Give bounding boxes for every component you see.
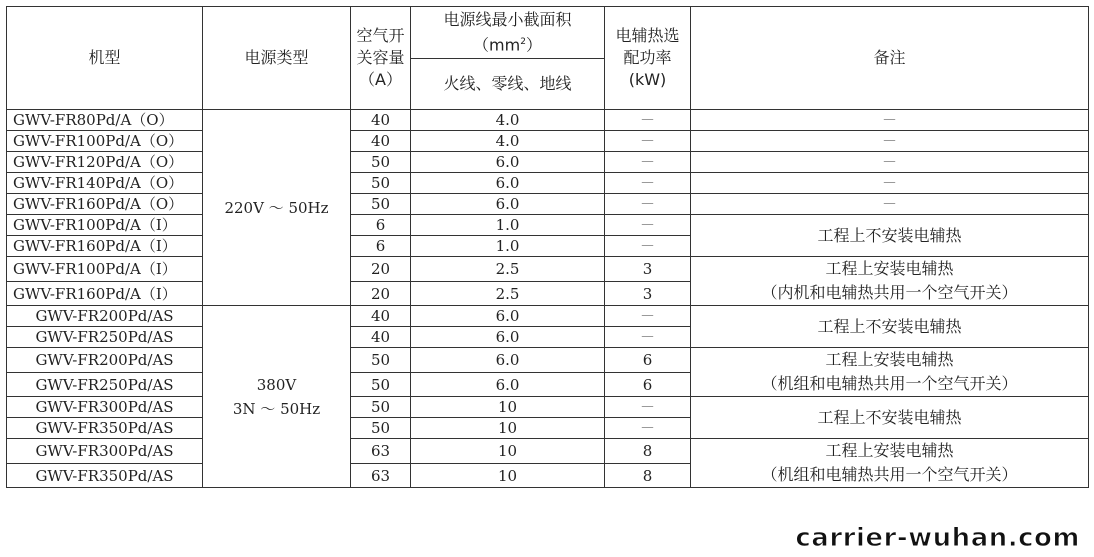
heater-cell: 3 xyxy=(605,257,691,282)
model-cell: GWV-FR100Pd/A（I） xyxy=(7,257,203,282)
power-three-line2: 3N ～ 50Hz xyxy=(232,399,321,418)
breaker-cell: 50 xyxy=(351,173,411,194)
note-cell: 工程上不安装电辅热 xyxy=(691,306,1089,348)
heater-cell: － xyxy=(605,152,691,173)
model-cell: GWV-FR300Pd/AS xyxy=(7,439,203,464)
note-cell xyxy=(691,439,1089,488)
breaker-cell: 40 xyxy=(351,131,411,152)
header-model: 机型 xyxy=(7,7,203,110)
breaker-cell: 50 xyxy=(351,194,411,215)
breaker-cell: 40 xyxy=(351,327,411,348)
note-line: 工程上安装电辅热 xyxy=(825,259,954,279)
wire-cell: 1.0 xyxy=(411,215,605,236)
wire-cell: 10 xyxy=(411,439,605,464)
breaker-cell: 50 xyxy=(351,397,411,418)
heater-cell: － xyxy=(605,215,691,236)
model-cell: GWV-FR300Pd/AS xyxy=(7,397,203,418)
note-cell xyxy=(691,257,1089,306)
power-single: 220V ～ 50Hz xyxy=(203,110,351,306)
note-line: （机组和电辅热共用一个空气开关） xyxy=(761,465,1018,485)
heater-cell: － xyxy=(605,306,691,327)
table-row xyxy=(7,110,1089,131)
wire-cell: 10 xyxy=(411,418,605,439)
breaker-cell: 50 xyxy=(351,152,411,173)
model-cell: GWV-FR350Pd/AS xyxy=(7,418,203,439)
header-breaker: 空气开关容量（A） xyxy=(351,7,411,110)
note-cell: － xyxy=(691,173,1089,194)
wire-cell: 6.0 xyxy=(411,152,605,173)
note-cell: － xyxy=(691,152,1089,173)
table-row xyxy=(7,152,1089,173)
breaker-cell: 63 xyxy=(351,439,411,464)
heater-cell: － xyxy=(605,110,691,131)
header-wire-text: 电源线最小截面积（mm xyxy=(443,10,572,55)
note-cell: － xyxy=(691,194,1089,215)
heater-cell: － xyxy=(605,173,691,194)
header-power-type: 电源类型 xyxy=(203,7,351,110)
header-note: 备注 xyxy=(691,7,1089,110)
note-line: 工程上安装电辅热 xyxy=(825,350,954,370)
header-wire-end: ） xyxy=(525,35,542,55)
table-row xyxy=(7,348,1089,373)
heater-cell: 6 xyxy=(605,372,691,397)
wire-cell: 4.0 xyxy=(411,131,605,152)
wire-cell: 6.0 xyxy=(411,348,605,373)
model-cell: GWV-FR160Pd/A（I） xyxy=(7,281,203,306)
heater-cell: － xyxy=(605,194,691,215)
breaker-cell: 40 xyxy=(351,110,411,131)
power-three-phase xyxy=(203,306,351,488)
wire-cell: 6.0 xyxy=(411,194,605,215)
heater-cell: － xyxy=(605,418,691,439)
table-row xyxy=(7,173,1089,194)
breaker-cell: 20 xyxy=(351,281,411,306)
wire-cell: 10 xyxy=(411,397,605,418)
note-cell: 工程上不安装电辅热 xyxy=(691,215,1089,257)
breaker-cell: 40 xyxy=(351,306,411,327)
breaker-cell: 20 xyxy=(351,257,411,282)
wire-cell: 6.0 xyxy=(411,306,605,327)
heater-cell: － xyxy=(605,236,691,257)
header-heater: 电辅热选配功率(kW) xyxy=(605,7,691,110)
spec-table xyxy=(6,6,1089,488)
wire-cell: 2.5 xyxy=(411,281,605,306)
note-cell: － xyxy=(691,110,1089,131)
table-row xyxy=(7,397,1089,418)
heater-cell: 8 xyxy=(605,439,691,464)
model-cell: GWV-FR80Pd/A（O） xyxy=(7,110,203,131)
wire-cell: 6.0 xyxy=(411,173,605,194)
heater-cell: － xyxy=(605,131,691,152)
table-row xyxy=(7,306,1089,327)
note-line: 工程上安装电辅热 xyxy=(825,441,954,461)
note-cell xyxy=(691,348,1089,397)
breaker-cell: 50 xyxy=(351,348,411,373)
breaker-cell: 6 xyxy=(351,215,411,236)
model-cell: GWV-FR350Pd/AS xyxy=(7,463,203,488)
heater-cell: 3 xyxy=(605,281,691,306)
table-row xyxy=(7,257,1089,282)
wire-cell: 6.0 xyxy=(411,372,605,397)
wire-cell: 6.0 xyxy=(411,327,605,348)
breaker-cell: 63 xyxy=(351,463,411,488)
watermark: carrier-wuhan.com xyxy=(795,523,1080,553)
model-cell: GWV-FR160Pd/A（I） xyxy=(7,236,203,257)
wire-cell: 4.0 xyxy=(411,110,605,131)
breaker-cell: 50 xyxy=(351,372,411,397)
model-cell: GWV-FR250Pd/AS xyxy=(7,372,203,397)
model-cell: GWV-FR140Pd/A（O） xyxy=(7,173,203,194)
wire-cell: 10 xyxy=(411,463,605,488)
table-row xyxy=(7,194,1089,215)
header-wire-sub: 火线、零线、地线 xyxy=(411,59,605,110)
note-cell: － xyxy=(691,131,1089,152)
breaker-cell: 50 xyxy=(351,418,411,439)
heater-cell: 8 xyxy=(605,463,691,488)
header-wire xyxy=(411,7,605,59)
breaker-cell: 6 xyxy=(351,236,411,257)
header-wire-sup: 2 xyxy=(520,37,526,47)
model-cell: GWV-FR120Pd/A（O） xyxy=(7,152,203,173)
wire-cell: 2.5 xyxy=(411,257,605,282)
wire-cell: 1.0 xyxy=(411,236,605,257)
heater-cell: － xyxy=(605,397,691,418)
note-cell: 工程上不安装电辅热 xyxy=(691,397,1089,439)
heater-cell: － xyxy=(605,327,691,348)
model-cell: GWV-FR200Pd/AS xyxy=(7,348,203,373)
model-cell: GWV-FR100Pd/A（I） xyxy=(7,215,203,236)
model-cell: GWV-FR250Pd/AS xyxy=(7,327,203,348)
table-row xyxy=(7,131,1089,152)
table-row xyxy=(7,215,1089,236)
power-three-line1: 380V xyxy=(256,375,297,394)
note-line: （内机和电辅热共用一个空气开关） xyxy=(761,283,1018,303)
table-row xyxy=(7,439,1089,464)
model-cell: GWV-FR100Pd/A（O） xyxy=(7,131,203,152)
heater-cell: 6 xyxy=(605,348,691,373)
model-cell: GWV-FR160Pd/A（O） xyxy=(7,194,203,215)
model-cell: GWV-FR200Pd/AS xyxy=(7,306,203,327)
note-line: （机组和电辅热共用一个空气开关） xyxy=(761,374,1018,394)
